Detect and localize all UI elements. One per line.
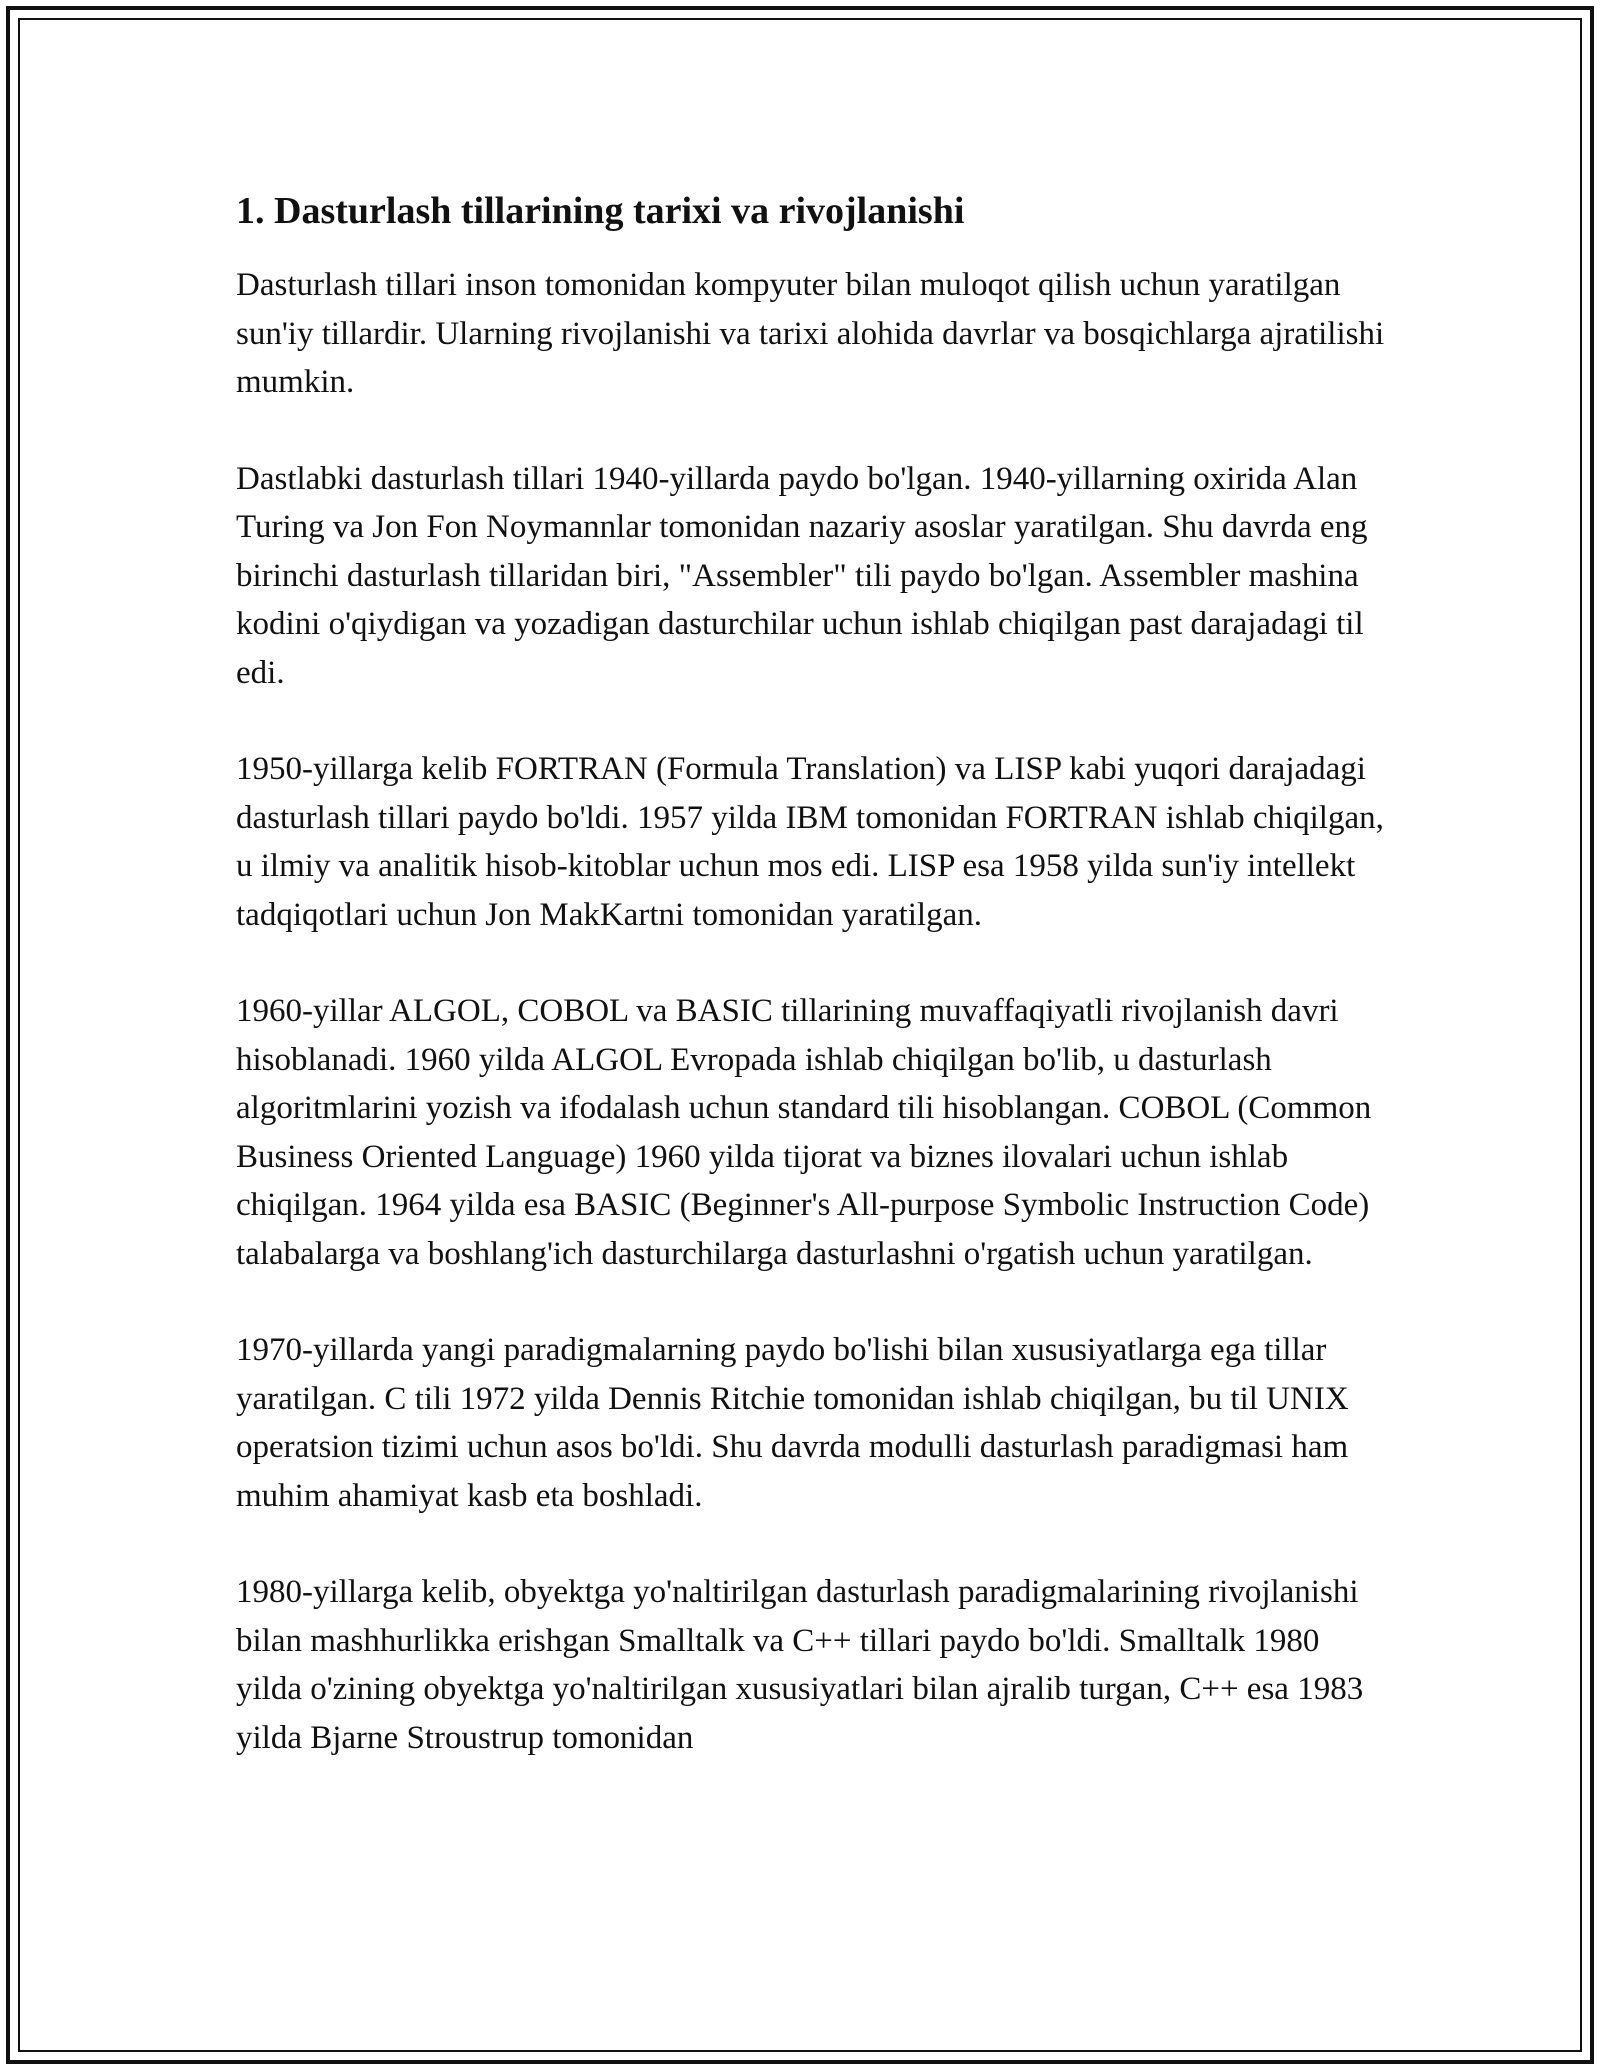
paragraph-1980s: 1980-yillarga kelib, obyektga yo'naltirilgan dasturlash paradigmalarining rivojlanishi bilan mashhurlikka erishgan Smalltalk va C++ tillari paydo bo'ldi. Smalltalk 1980 yilda o'zining obyektga yo'naltirilgan xususiyatlari bilan ajralib turgan, C++ esa 1983 yilda Bjarne Stroustrup tomonidan: [236, 1574, 1364, 1756]
paragraph-1940s: Dastlabki dasturlash tillari 1940-yillarda paydo bo'lgan. 1940-yillarning oxirida Alan Turing va Jon Fon Noymannlar tomonidan nazariy asoslar yaratilgan. Shu davrda eng birinchi dasturlash tillaridan biri, "Assembler" tili paydo bo'lgan. Assembler mashina kodini o'qiydigan va yozadigan dasturchilar uchun ishlab chiqilgan past darajadagi til edi.: [236, 460, 1368, 691]
document-body: [236, 185, 1386, 1810]
paragraph-1970s: 1970-yillarda yangi paradigmalarning paydo bo'lishi bilan xususiyatlarga ega tillar yaratilgan. C tili 1972 yilda Dennis Ritchie tomonidan ishlab chiqilgan, bu til UNIX operatsion tizimi uchun asos bo'ldi. Shu davrda modulli dasturlash paradigmasi ham muhim ahamiyat kasb eta boshladi.: [236, 1332, 1349, 1514]
paragraph-1950s: 1950-yillarga kelib FORTRAN (Formula Translation) va LISP kabi yuqori darajadagi dasturlash tillari paydo bo'ldi. 1957 yilda IBM tomonidan FORTRAN ishlab chiqilgan, u ilmiy va analitik hisob-kitoblar uchun mos edi. LISP esa 1958 yilda sun'iy intellekt tadqiqotlari uchun Jon MakKartni tomonidan yaratilgan.: [236, 751, 1384, 933]
paragraph-intro: Dasturlash tillari inson tomonidan kompyuter bilan muloqot qilish uchun yaratilgan sun'iy tillardir. Ularning rivojlanishi va tarixi alohida davrlar va bosqichlarga ajratilishi mumkin.: [236, 267, 1385, 400]
section-heading: 1. Dasturlash tillarining tarixi va rivojlanishi: [236, 190, 965, 232]
paragraph-1960s: 1960-yillar ALGOL, COBOL va BASIC tillarining muvaffaqiyatli rivojlanish davri hisoblanadi. 1960 yilda ALGOL Evropada ishlab chiqilgan bo'lib, u dasturlash algoritmlarini yozish va ifodalash uchun standard tili hisoblangan. COBOL (Common Business Oriented Language) 1960 yilda tijorat va biznes ilovalari uchun ishlab chiqilgan. 1964 yilda esa BASIC (Beginner's All-purpose Symbolic Instruction Code) talabalarga va boshlang'ich dasturchilarga dasturlashni o'rgatish uchun yaratilgan.: [236, 993, 1372, 1272]
